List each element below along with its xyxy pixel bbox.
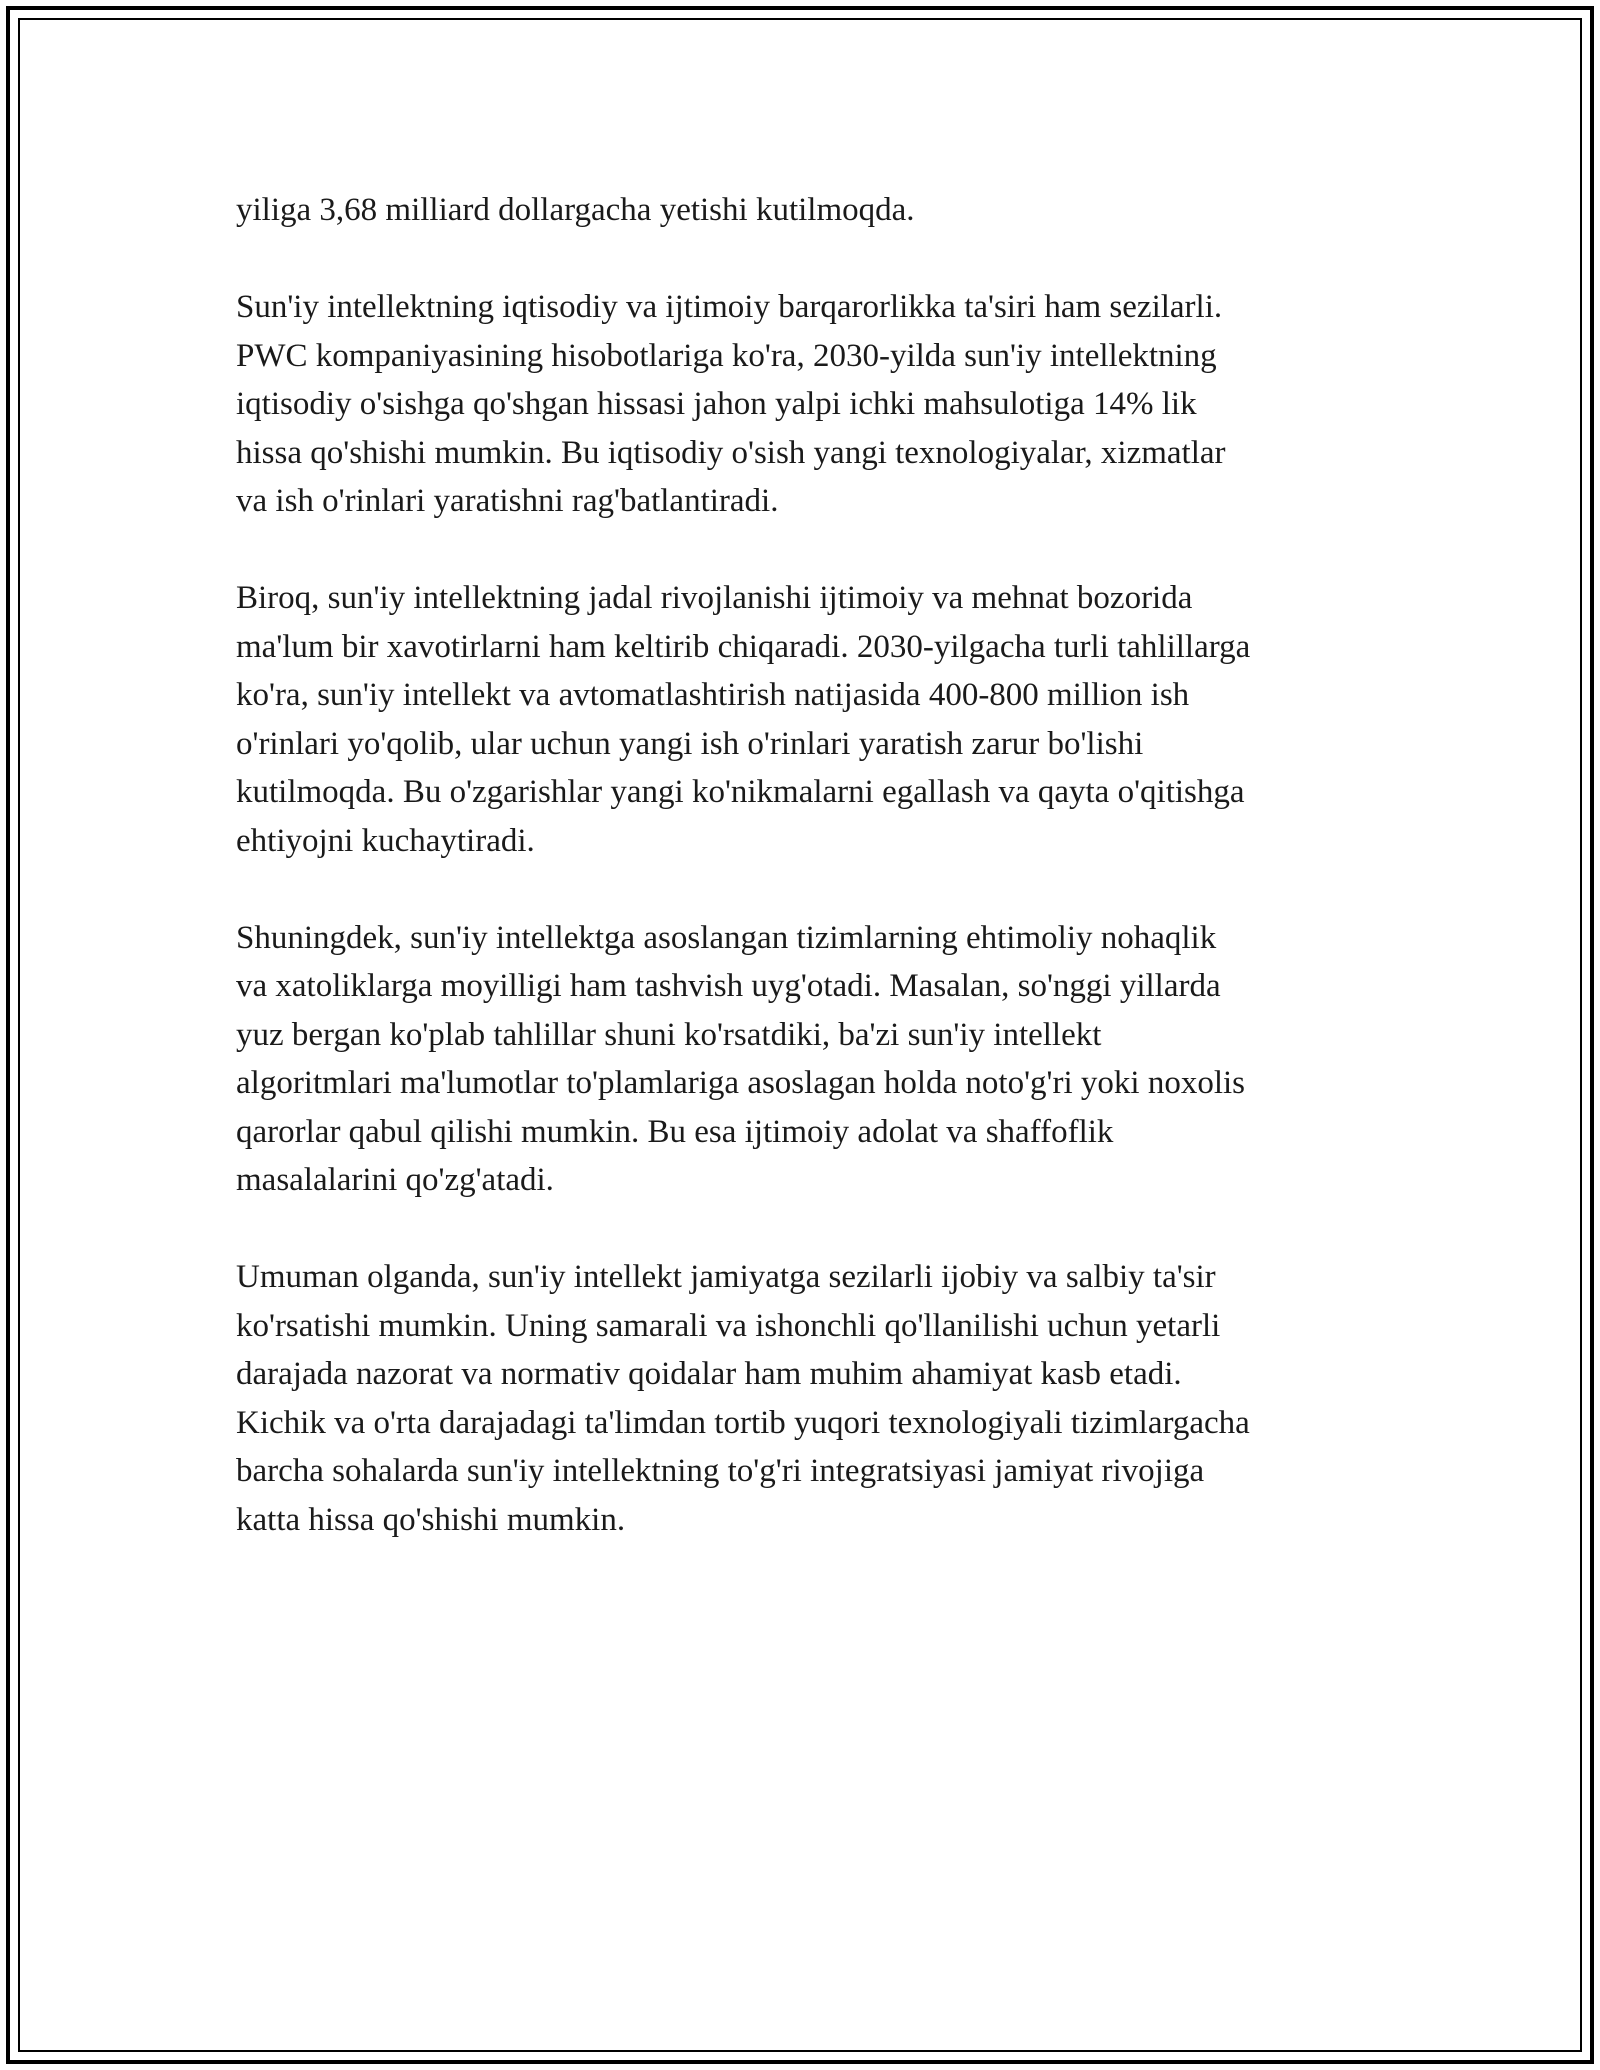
text-line: kutilmoqda. Bu o'zgarishlar yangi ko'nikmalarni egallash va qayta o'qitishga [236, 774, 1245, 810]
text-line: ko'rsatishi mumkin. Uning samarali va ishonchli qo'llanilishi uchun yetarli [236, 1307, 1221, 1344]
text-line: Shuningdek, sun'iy intellektga asoslangan tizimlarning ehtimoliy nohaqlik [236, 919, 1217, 956]
text-line: ko'ra, sun'iy intellekt va avtomatlashtirish natijasida 400-800 million ish [236, 677, 1190, 713]
text-line: o'rinlari yo'qolib, ular uchun yangi ish o'rinlari yaratish zarur bo'lishi [236, 725, 1144, 762]
text-line: hissa qo'shishi mumkin. Bu iqtisodiy o'sish yangi texnologiyalar, xizmatlar [236, 434, 1226, 471]
paragraph [236, 186, 1386, 235]
text-line: va ish o'rinlari yaratishni rag'batlantiradi. [236, 483, 779, 519]
text-line: yuz bergan ko'plab tahlillar shuni ko'rsatdiki, ba'zi sun'iy intellekt [236, 1016, 1102, 1053]
text-line: Kichik va o'rta darajadagi ta'limdan tortib yuqori texnologiyali tizimlargacha [236, 1404, 1250, 1441]
text-line: Biroq, sun'iy intellektning jadal rivojlanishi ijtimoiy va mehnat bozorida [236, 580, 1193, 616]
text-line: barcha sohalarda sun'iy intellektning to'g'ri integratsiyasi jamiyat rivojiga [236, 1453, 1205, 1489]
text-line: katta hissa qo'shishi mumkin. [236, 1501, 626, 1538]
text-line: ehtiyojni kuchaytiradi. [236, 822, 535, 859]
text-line: ma'lum bir xavotirlarni ham keltirib chiqaradi. 2030-yilgacha turli tahlillarga [236, 628, 1251, 665]
text-line: va xatoliklarga moyilligi ham tashvish uyg'otadi. Masalan, so'nggi yillarda [236, 968, 1221, 1004]
text-line: iqtisodiy o'sishga qo'shgan hissasi jahon yalpi ichki mahsulotiga 14% lik [236, 386, 1197, 422]
paragraph [236, 914, 1386, 1205]
text-line: yiliga 3,68 milliard dollargacha yetishi kutilmoqda. [236, 192, 915, 228]
paragraph [236, 283, 1386, 526]
text-line: algoritmlari ma'lumotlar to'plamlariga asoslagan holda noto'g'ri yoki noxolis [236, 1065, 1245, 1101]
text-line: Sun'iy intellektning iqtisodiy va ijtimoiy barqarorlikka ta'siri ham sezilarli. [236, 289, 1223, 325]
paragraph [236, 1253, 1386, 1544]
text-line: masalalarini qo'zg'atadi. [236, 1162, 554, 1198]
text-line: Umuman olganda, sun'iy intellekt jamiyatga sezilarli ijobiy va salbiy ta'sir [236, 1259, 1216, 1295]
text-line: darajada nazorat va normativ qoidalar ham muhim ahamiyat kasb etadi. [236, 1356, 1182, 1392]
document-body [236, 186, 1386, 1593]
text-line: PWC kompaniyasining hisobotlariga ko'ra, 2030-yilda sun'iy intellektning [236, 337, 1217, 374]
paragraph [236, 574, 1386, 865]
text-line: qarorlar qabul qilishi mumkin. Bu esa ijtimoiy adolat va shaffoflik [236, 1113, 1114, 1150]
